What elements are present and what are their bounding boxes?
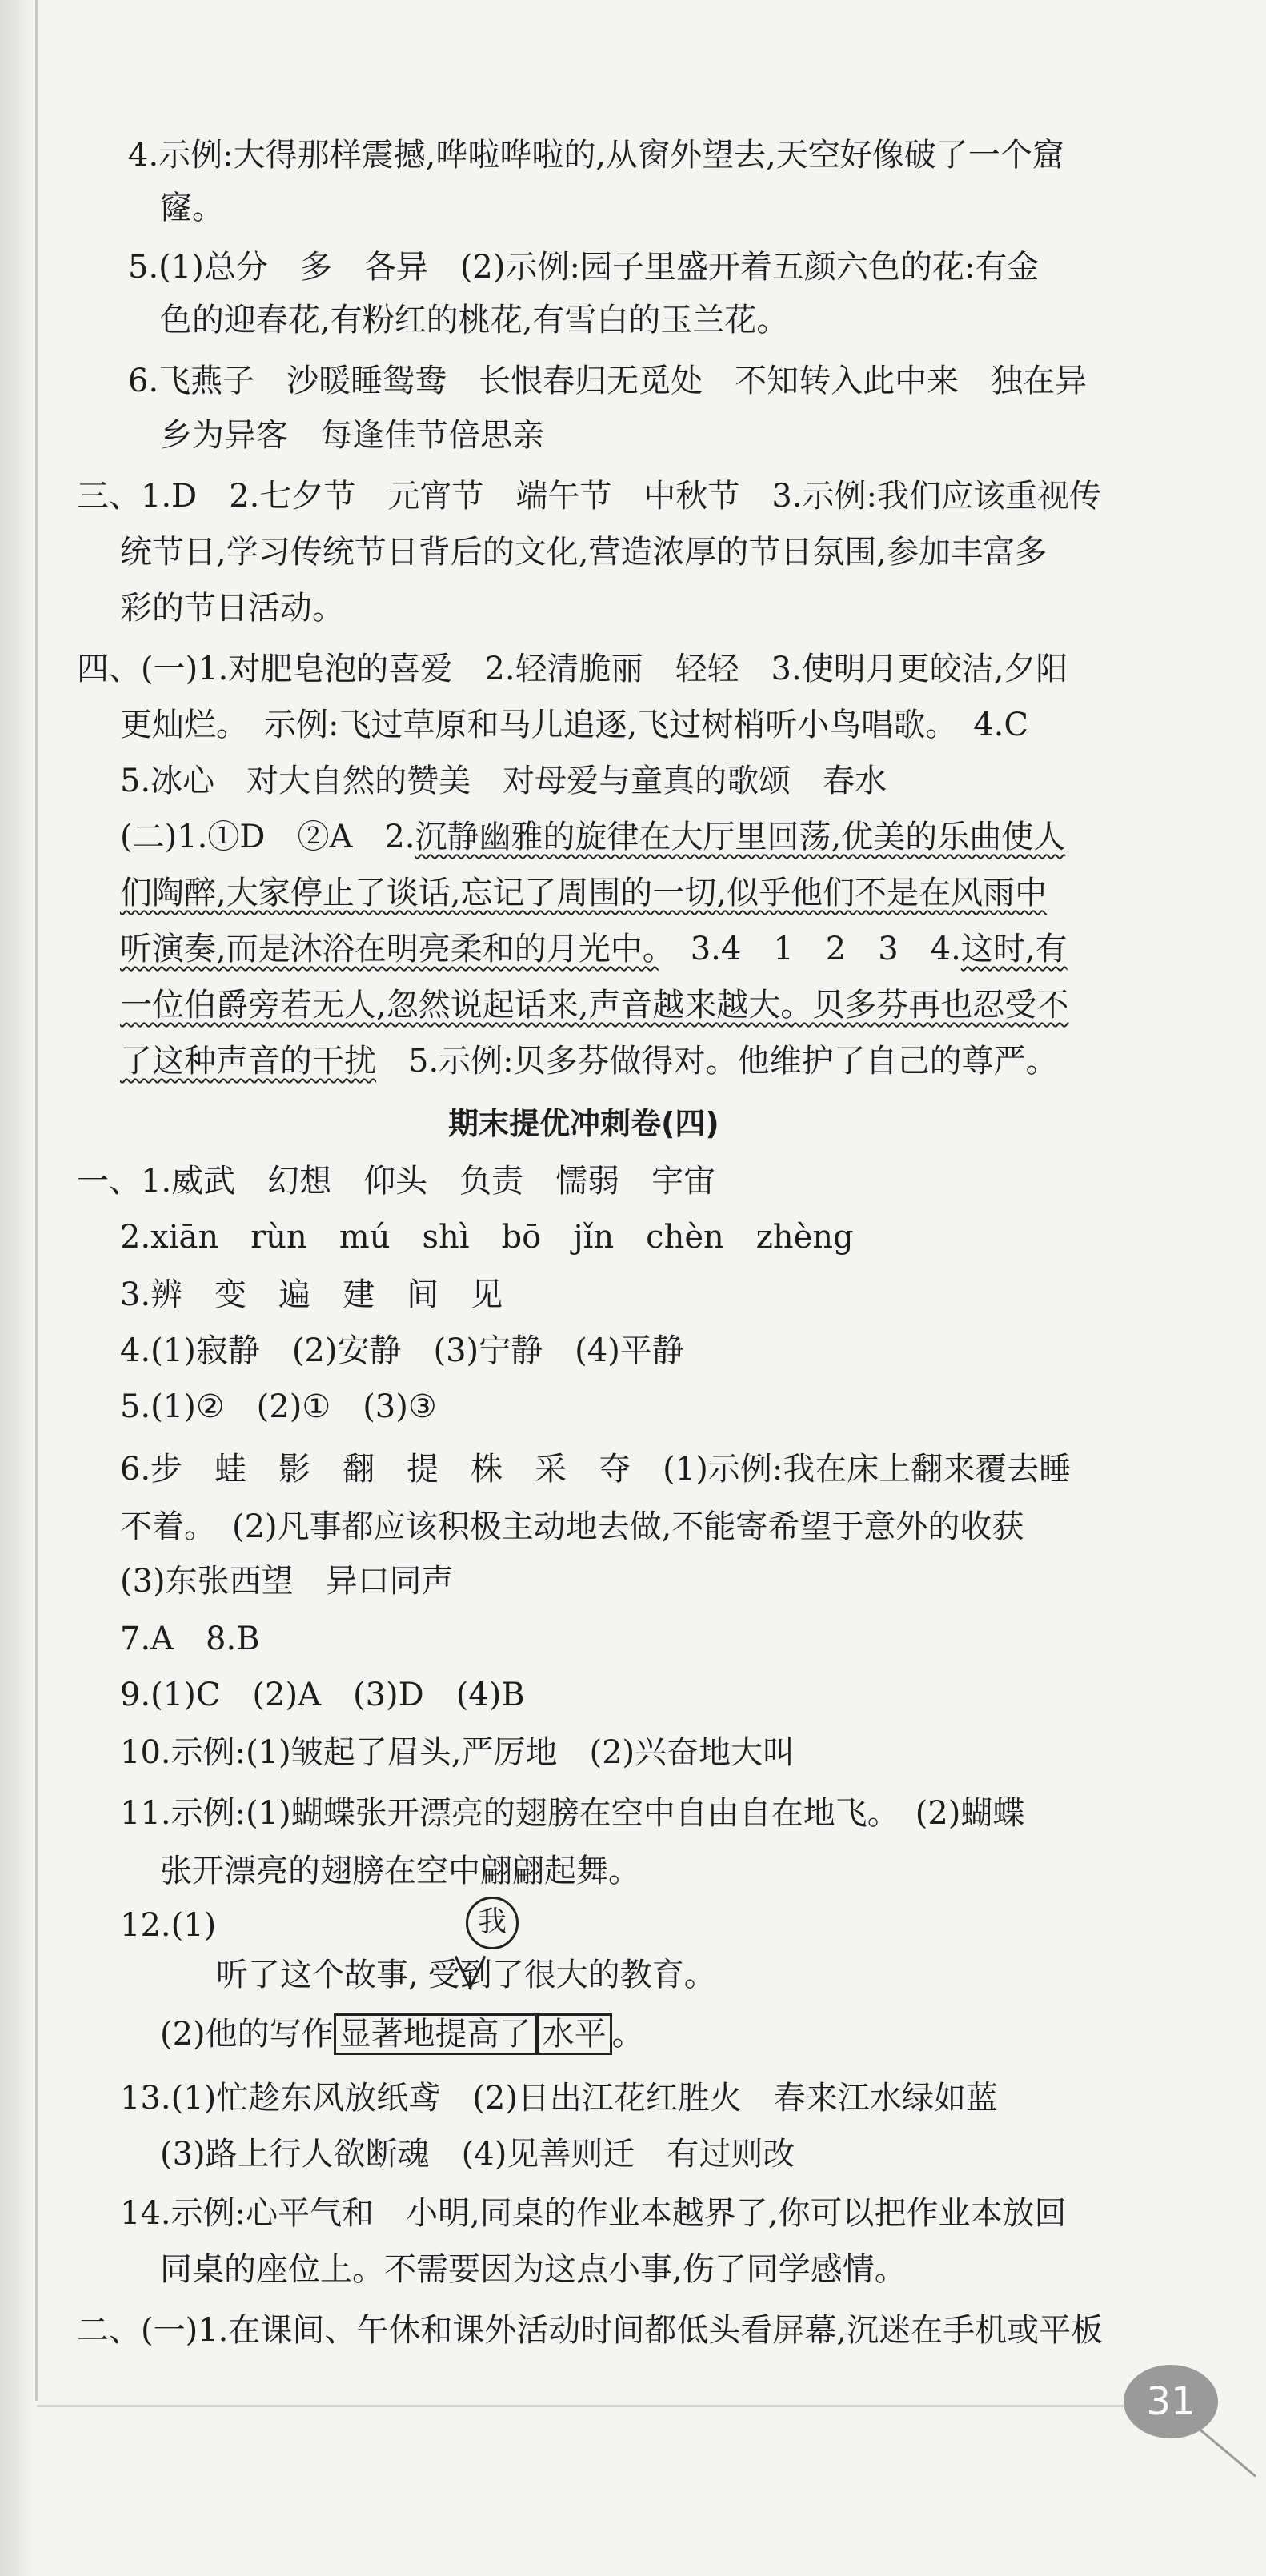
- plain-text: 受到了很大的教育。: [427, 1957, 716, 1993]
- answer-line: 更灿烂。 示例:飞过草原和马儿追逐,飞过树梢听小鸟唱歌。 4.C: [120, 707, 1028, 743]
- page-binding-shadow: [0, 0, 34, 2576]
- wavy-underlined-text: 们陶醉,大家停止了谈话,忘记了周围的一切,似乎他们不是在风雨中: [120, 875, 1048, 911]
- answer-line: 5.(1)② (2)① (3)③: [120, 1388, 437, 1425]
- plain-text: (二)1.①D ②A 2.: [120, 819, 415, 855]
- answer-line: 三、1.D 2.七夕节 元宵节 端午节 中秋节 3.示例:我们应该重视传: [77, 478, 1102, 515]
- boxed-text: 水平: [537, 2013, 612, 2055]
- wavy-underlined-text: 一位伯爵旁若无人,忽然说起话来,声音越来越大。贝多芬再也忍受不: [120, 987, 1069, 1024]
- answer-line-sec2: [120, 874, 1047, 912]
- revision-sentence-1: [216, 1956, 716, 1994]
- answer-line: 张开漂亮的翅膀在空中翩翩起舞。: [160, 1853, 640, 1889]
- answer-line: 乡为异客 每逢佳节倍思亲: [160, 417, 544, 454]
- answer-line-sec2: [120, 1042, 1058, 1080]
- answer-line: 色的迎春花,有粉红的桃花,有雪白的玉兰花。: [160, 302, 789, 339]
- answer-line: 彩的节日活动。: [120, 590, 344, 627]
- wavy-underlined-text: 听演奏,而是沐浴在明亮柔和的月光中。: [120, 931, 659, 968]
- answer-line: 9.(1)C (2)A (3)D (4)B: [120, 1677, 525, 1713]
- page-curl-mark: [1200, 2429, 1256, 2477]
- revision-sentence-2: [160, 2015, 644, 2053]
- footer-rule: [37, 2405, 1165, 2407]
- answer-line: 统节日,学习传统节日背后的文化,营造浓厚的节日氛围,参加丰富多: [120, 534, 1048, 571]
- answer-line-sec2: [120, 818, 1065, 856]
- answer-line: 6.步 蛙 影 翻 提 株 采 夺 (1)示例:我在床上翻来覆去睡: [120, 1451, 1072, 1488]
- plain-text: 5.示例:贝多芬做得对。他维护了自己的尊严。: [376, 1043, 1058, 1080]
- answer-line: 11.示例:(1)蝴蝶张开漂亮的翅膀在空中自由自在地飞。 (2)蝴蝶: [120, 1795, 1025, 1832]
- plain-text: 。: [611, 2016, 644, 2053]
- plain-text: (2)他的写作: [160, 2016, 334, 2053]
- answer-line: 7.A 8.B: [120, 1621, 260, 1657]
- answer-line: 二、(一)1.在课间、午休和课外活动时间都低头看屏幕,沉迷在手机或平板: [77, 2312, 1104, 2349]
- answer-line: (3)路上行人欲断魂 (4)见善则迁 有过则改: [160, 2136, 795, 2173]
- answer-line: 窿。: [160, 190, 224, 226]
- answer-line: 14.示例:心平气和 小明,同桌的作业本越界了,你可以把作业本放回: [120, 2195, 1067, 2232]
- section-title: 期末提优冲刺卷(四): [448, 1106, 719, 1141]
- page-number-badge: 31: [1124, 2365, 1218, 2438]
- answer-line: 4.(1)寂静 (2)安静 (3)宁静 (4)平静: [120, 1332, 684, 1369]
- answer-line: 一、1.威武 幻想 仰头 负责 懦弱 宇宙: [77, 1163, 716, 1200]
- answer-line: 同桌的座位上。不需要因为这点小事,伤了同学感情。: [160, 2251, 907, 2288]
- answer-line: 3.辨 变 遍 建 间 见: [120, 1276, 503, 1313]
- left-margin-rule: [35, 0, 38, 2401]
- answer-line: 13.(1)忙趁东风放纸鸢 (2)日出江花红胜火 春来江水绿如蓝: [120, 2080, 998, 2117]
- insertion-mark-word: 我: [466, 1897, 519, 1949]
- answer-line-sec2: [120, 930, 1068, 968]
- boxed-text: 显著地提高了: [334, 2013, 537, 2055]
- answer-line: 10.示例:(1)皱起了眉头,严厉地 (2)兴奋地大叫: [120, 1734, 795, 1771]
- answer-line: 5.冰心 对大自然的赞美 对母爱与童真的歌颂 春水: [120, 763, 887, 799]
- answer-line: 4.示例:大得那样震撼,哗啦哗啦的,从窗外望去,天空好像破了一个窟: [128, 137, 1064, 174]
- answer-line: 6.飞燕子 沙暖睡鸳鸯 长恨春归无觅处 不知转入此中来 独在异: [128, 363, 1088, 399]
- plain-text: 3.4 1 2 3 4.: [658, 931, 961, 968]
- answer-line: (3)东张西望 异口同声: [120, 1563, 454, 1600]
- wavy-underlined-text: 这时,有: [960, 931, 1068, 968]
- answer-line: 2.xiān rùn mú shì bō jǐn chèn zhèng: [120, 1219, 854, 1256]
- answer-line: 12.(1): [120, 1907, 217, 1944]
- plain-text: 听了这个故事,: [216, 1957, 419, 1993]
- wavy-underlined-text: 沉静幽雅的旋律在大厅里回荡,优美的乐曲使人: [415, 819, 1066, 855]
- wavy-underlined-text: 了这种声音的干扰: [120, 1043, 376, 1080]
- answer-line: 5.(1)总分 多 各异 (2)示例:园子里盛开着五颜六色的花:有金: [128, 249, 1040, 286]
- answer-line: 不着。 (2)凡事都应该积极主动地去做,不能寄希望于意外的收获: [120, 1508, 1024, 1545]
- answer-line: 四、(一)1.对肥皂泡的喜爱 2.轻清脆丽 轻轻 3.使明月更皎洁,夕阳: [77, 651, 1068, 687]
- answer-line-sec2: [120, 986, 1068, 1024]
